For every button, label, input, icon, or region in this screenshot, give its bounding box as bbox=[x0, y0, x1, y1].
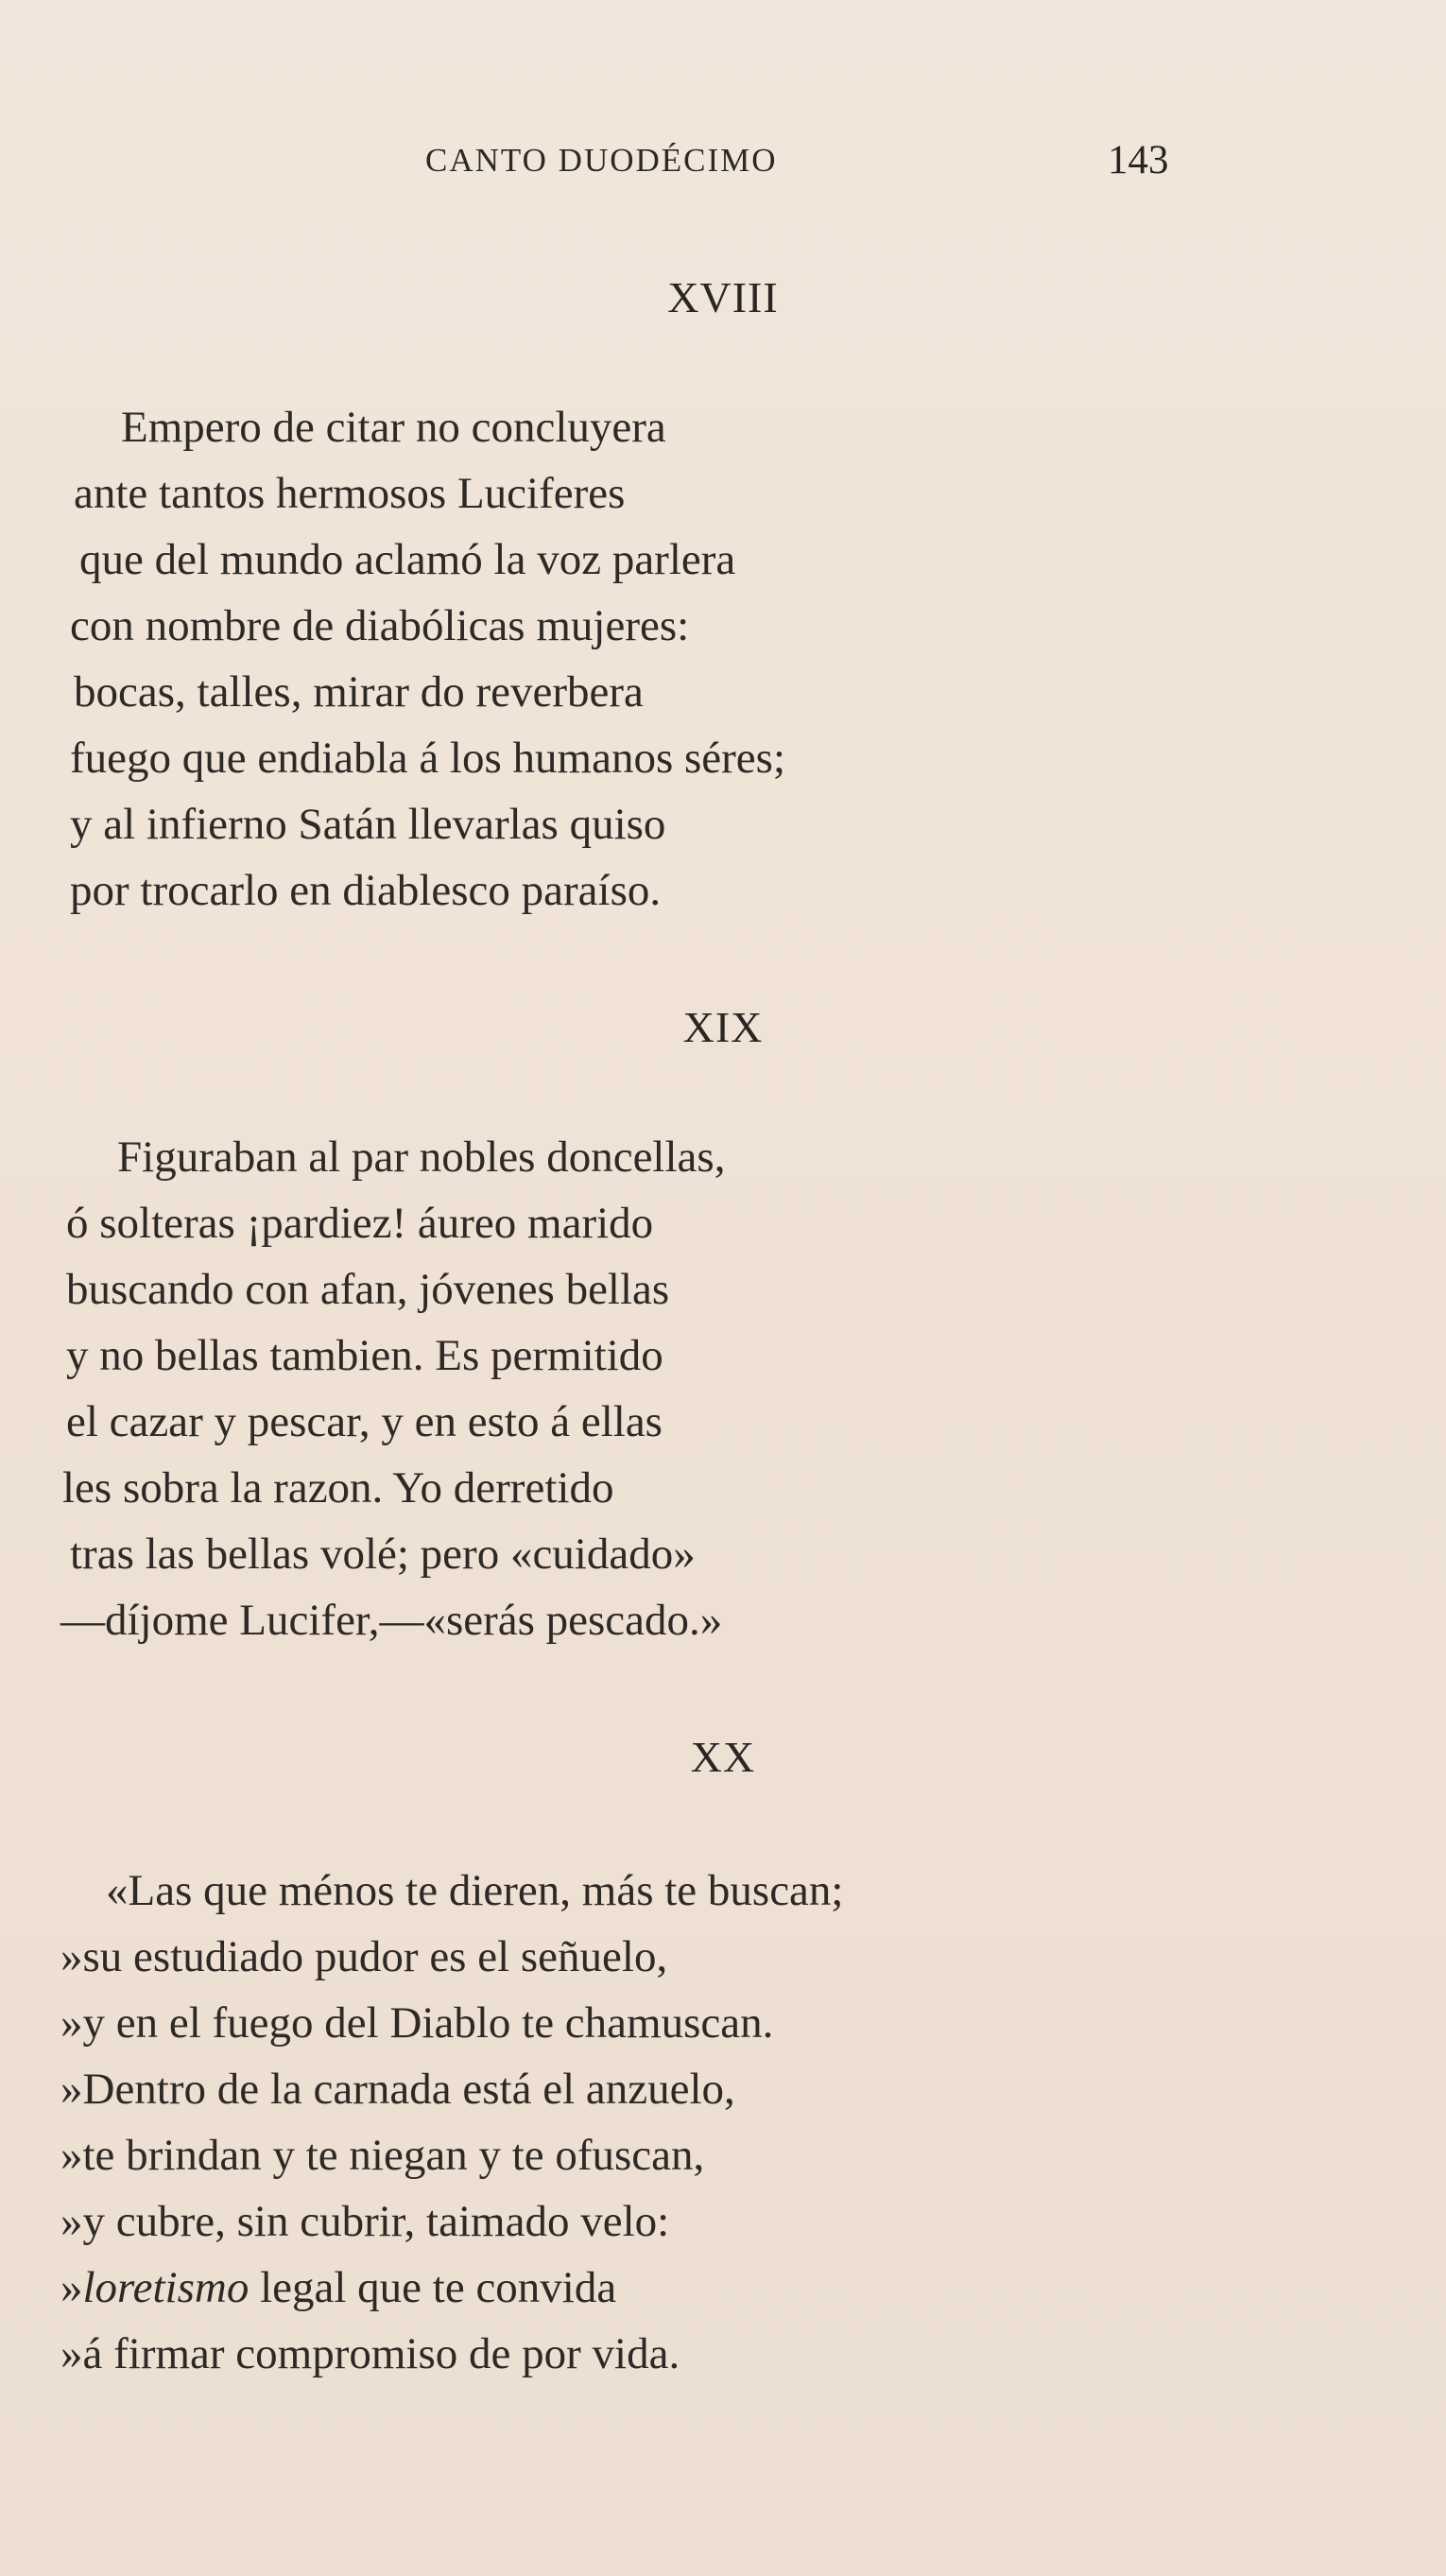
verse-line: »y cubre, sin cubrir, taimado velo: bbox=[60, 2197, 670, 2246]
section-numeral: XIX bbox=[682, 1003, 764, 1051]
verse-line: »á firmar compromiso de por vida. bbox=[60, 2329, 680, 2378]
verse-line: «Las que ménos te dieren, más te buscan; bbox=[106, 1866, 844, 1915]
verse-line: y al infierno Satán llevarlas quiso bbox=[70, 800, 666, 849]
verse-line: —díjome Lucifer,—«serás pescado.» bbox=[60, 1596, 723, 1645]
verse-line: Figuraban al par nobles doncellas, bbox=[117, 1132, 726, 1182]
verse-line: por trocarlo en diablesco paraíso. bbox=[70, 866, 662, 915]
verse-line-rest: legal que te convida bbox=[249, 2263, 617, 2312]
page-number: 143 bbox=[1108, 138, 1169, 182]
verse-line: que del mundo aclamó la voz parlera bbox=[79, 535, 736, 584]
verse-line: les sobra la razon. Yo derretido bbox=[62, 1463, 614, 1513]
verse-line: fuego que endiabla á los humanos séres; bbox=[70, 734, 786, 783]
verse-line-prefix: » bbox=[60, 2263, 83, 2312]
verse-line-italic-word: loretismo bbox=[82, 2263, 250, 2312]
verse-line: ante tantos hermosos Luciferes bbox=[74, 469, 626, 518]
verse-line: ó solteras ¡pardiez! áureo marido bbox=[66, 1199, 654, 1248]
verse-line: y no bellas tambien. Es permitido bbox=[66, 1331, 663, 1380]
verse-line: el cazar y pescar, y en esto á ellas bbox=[66, 1397, 663, 1446]
section-numeral: XVIII bbox=[667, 273, 779, 321]
verse-line: buscando con afan, jóvenes bellas bbox=[66, 1265, 670, 1314]
section-numeral: XX bbox=[690, 1733, 756, 1781]
verse-line: »y en el fuego del Diablo te chamuscan. bbox=[60, 1998, 774, 2048]
verse-line bbox=[60, 2265, 616, 2311]
verse-line: »su estudiado pudor es el señuelo, bbox=[60, 1932, 668, 1981]
verse-line: tras las bellas volé; pero «cuidado» bbox=[70, 1530, 696, 1579]
verse-line: con nombre de diabólicas mujeres: bbox=[70, 601, 690, 650]
verse-line: bocas, talles, mirar do reverbera bbox=[74, 667, 644, 717]
verse-line: Empero de citar no concluyera bbox=[121, 403, 666, 452]
verse-line: »te brindan y te niegan y te ofuscan, bbox=[60, 2131, 705, 2180]
verse-line: »Dentro de la carnada está el anzuelo, bbox=[60, 2065, 735, 2114]
running-header-title: CANTO DUODÉCIMO bbox=[425, 142, 778, 179]
